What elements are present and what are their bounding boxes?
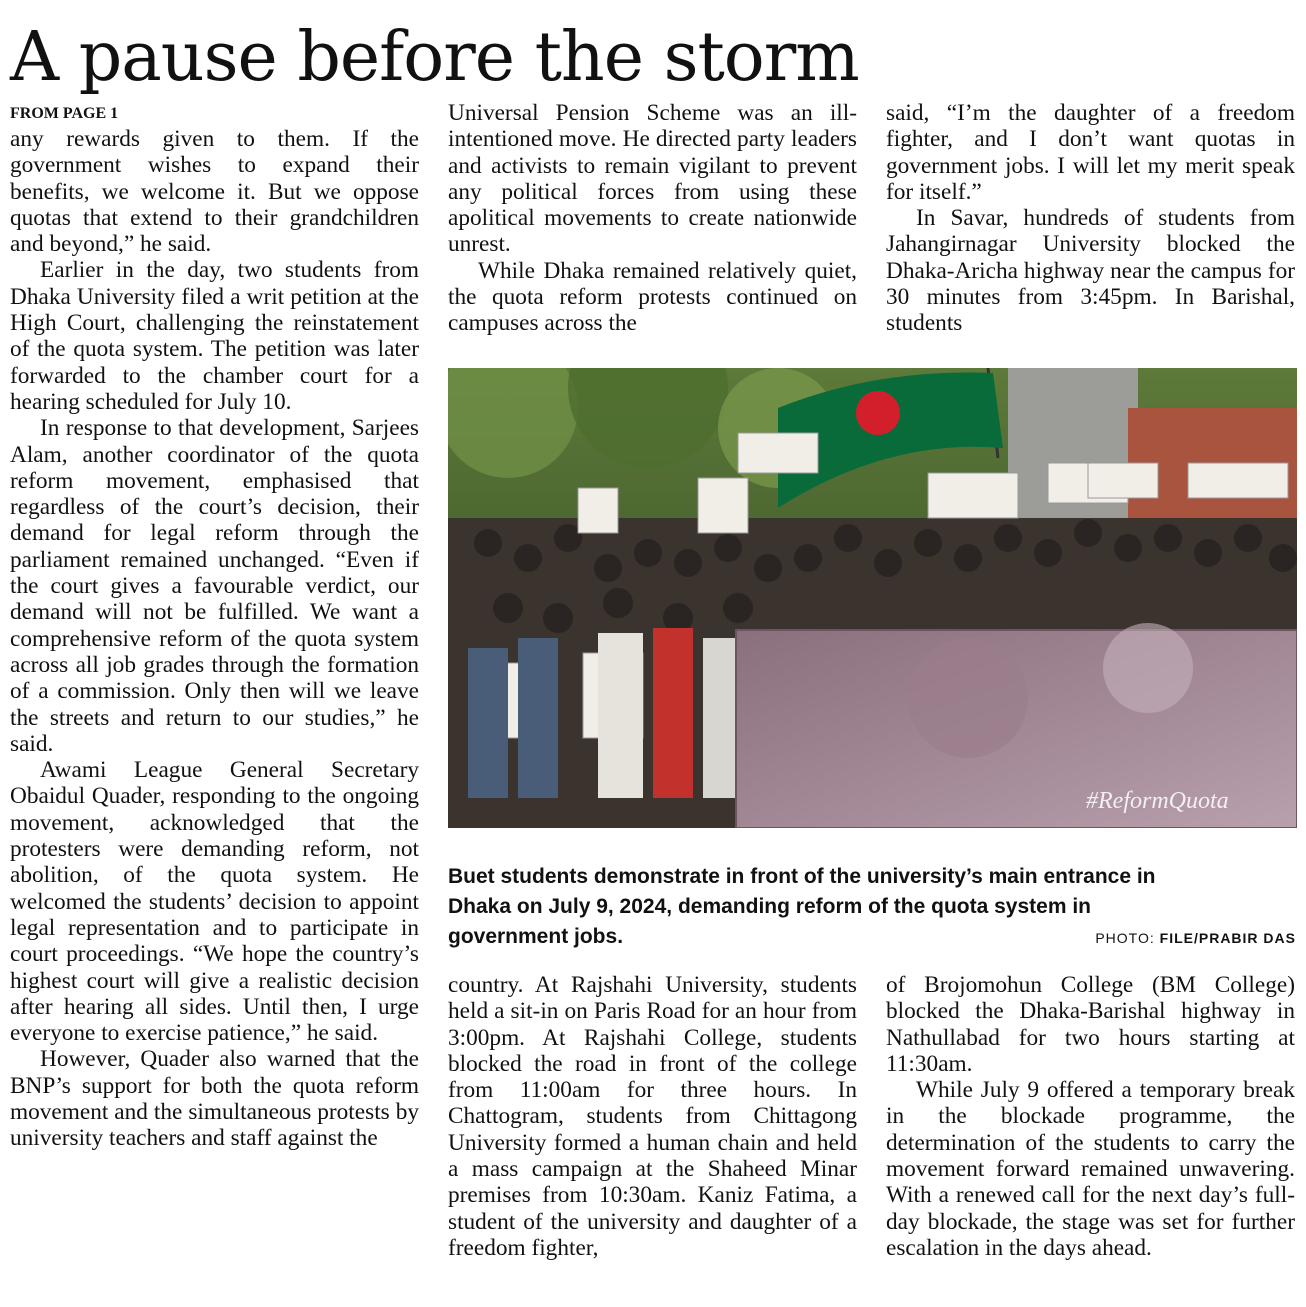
- photo-credit-name: FILE/PRABIR DAS: [1159, 930, 1296, 946]
- photo-credit: [1095, 930, 1296, 946]
- paragraph: In Savar, hundreds of students from Jahangirnagar University blocked the Dhaka-Aricha highway near the campus for 30 minutes from 3:45pm. In Barishal, students: [886, 205, 1295, 337]
- photo-credit-label: PHOTO:: [1095, 930, 1155, 946]
- protest-photo-illustration: [448, 368, 1297, 828]
- paragraph: While Dhaka remained relatively quiet, the quota reform protests continued on campuses across the: [448, 257, 857, 337]
- article-column-3-bottom: [886, 972, 1295, 1292]
- paragraph: While July 9 offered a temporary break in the blockade programme, the determination of the students to carry the movement forward remained unwavering. With a renewed call for the next day’s full-day blockade, the stage was set for further escalation in the days ahead.: [886, 1077, 1295, 1261]
- paragraph: In response to that development, Sarjees Alam, another coordinator of the quota reform movement, emphasised that regardless of the court’s decision, their demand for legal reform through the parliament remained unchanged. “Even if the court gives a favourable verdict, our demand will not be fulfilled. We want a comprehensive reform of the quota system across all job grades through the formation of a commission. Only then will we leave the streets and return to our studies,” he said.: [10, 415, 419, 757]
- paragraph: of Brojomohun College (BM College) blocked the Dhaka-Barishal highway in Nathullabad for two hours starting at 11:30am.: [886, 972, 1295, 1077]
- paragraph: Awami League General Secretary Obaidul Quader, responding to the ongoing movement, acknowledged that the protesters were demanding reform, not abolition, of the quota system. He welcomed the students’ decision to appoint legal representation and to participate in court proceedings. “We hope the country’s highest court will give a realistic decision after hearing all sides. Until then, I urge everyone to exercise patience,” he said.: [10, 757, 419, 1047]
- paragraph: any rewards given to them. If the government wishes to expand their benefits, we welcome it. But we oppose quotas that extend to their grandchildren and beyond,” he said.: [10, 126, 419, 258]
- photo-caption: Buet students demonstrate in front of the university’s main entrance in Dhaka on July 9, 2024, demanding reform of the quota system in government jobs.: [448, 865, 1156, 948]
- article-column-3-top: [886, 100, 1295, 342]
- banner-hashtag: #ReformQuota: [1086, 788, 1229, 814]
- paragraph: said, “I’m the daughter of a freedom fighter, and I don’t want quotas in government jobs. I will let my merit speak for itself.”: [886, 100, 1295, 205]
- article-column-2-bottom: [448, 972, 857, 1292]
- headline: A pause before the storm: [10, 18, 859, 97]
- continued-from-label: FROM PAGE 1: [10, 105, 119, 122]
- building-wall: [1008, 368, 1138, 528]
- paragraph: country. At Rajshahi University, students held a sit-in on Paris Road for an hour from 3:00pm. At Rajshahi College, students blocked the road in front of the college from 11:00am for three hours. In Chattogram, students from Chittagong University formed a human chain and held a mass campaign at the Shaheed Minar premises from 10:30am. Kaniz Fatima, a student of the university and daughter of a freedom fighter,: [448, 972, 857, 1261]
- news-photo: [448, 368, 1297, 828]
- paragraph: Earlier in the day, two students from Dhaka University filed a writ petition at the High Court, challenging the reinstatement of the quota system. The petition was later forwarded to the chamber court for a hearing scheduled for July 10.: [10, 257, 419, 415]
- article-column-2-top: [448, 100, 857, 342]
- article-column-1: [10, 126, 419, 1291]
- paragraph: However, Quader also warned that the BNP’s support for both the quota reform movement and the simultaneous protests by university teachers and staff against the: [10, 1046, 419, 1152]
- paragraph: Universal Pension Scheme was an ill-intentioned move. He directed party leaders and activists to remain vigilant to prevent any political forces from using these apolitical movements to create nationwide unrest.: [448, 100, 857, 258]
